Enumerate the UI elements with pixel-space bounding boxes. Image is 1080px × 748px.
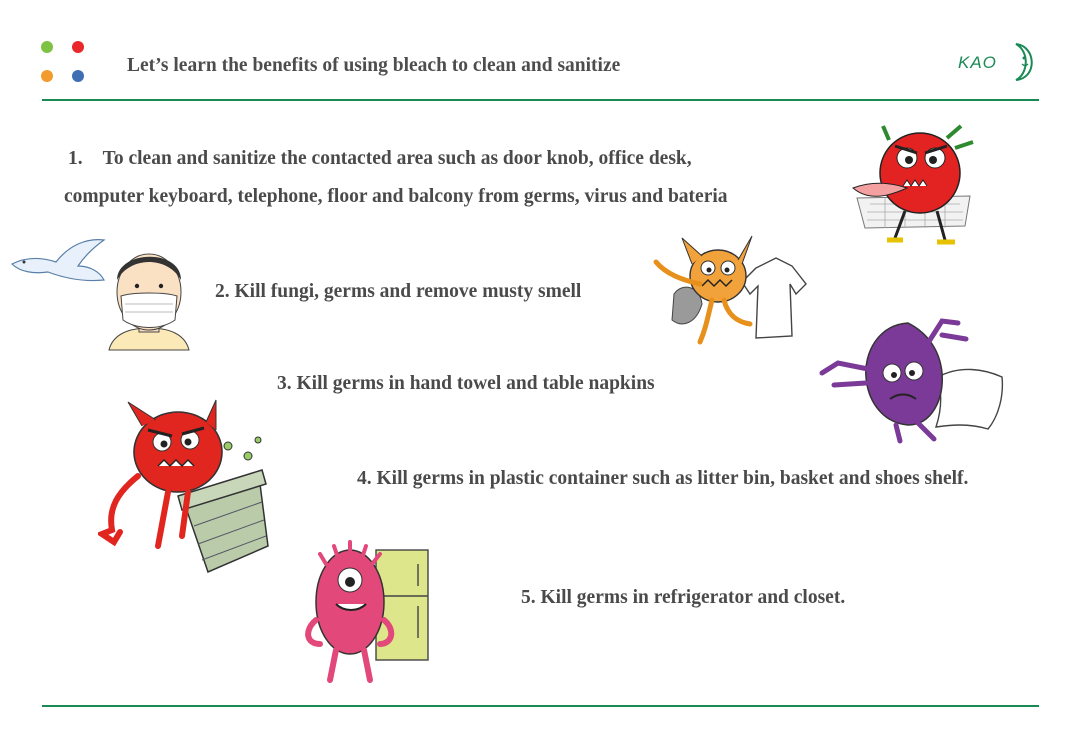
red-dot [72,41,84,53]
moon-face-icon [1006,40,1040,84]
green-dot [41,41,53,53]
header-divider [42,99,1039,101]
benefit-3: 3. Kill germs in hand towel and table napkins [277,373,655,394]
benefit-1-number: 1. [68,148,83,169]
benefit-5: 5. Kill germs in refrigerator and closet. [521,587,846,608]
benefit-2: 2. Kill fungi, germs and remove musty smell [215,281,582,302]
orange-dot [41,70,53,82]
purple-germ-pillow-illustration [818,313,1013,445]
blue-dot [72,70,84,82]
kao-logo [958,40,1042,86]
dove-illustration [8,232,108,292]
benefit-4: 4. Kill germs in plastic container such as litter bin, basket and shoes shelf. [357,468,969,489]
red-germ-keyboard-illustration [845,118,985,253]
orange-germ-shirt-illustration [652,224,812,354]
benefit-1-text: To clean and sanitize the contacted area such as door knob, office desk, [102,148,692,169]
red-devil-trash-bin-illustration [98,396,273,578]
footer-divider [42,705,1039,707]
pink-germ-refrigerator-illustration [300,540,432,685]
kao-logo-text: KAO [958,53,997,72]
masked-person-illustration [103,240,195,360]
benefit-1-line-2: computer keyboard, telephone, floor and balcony from germs, virus and bateria [64,186,728,207]
benefit-1-line-1 [68,148,692,170]
page-title: Let’s learn the benefits of using bleach to clean and sanitize [127,55,621,76]
